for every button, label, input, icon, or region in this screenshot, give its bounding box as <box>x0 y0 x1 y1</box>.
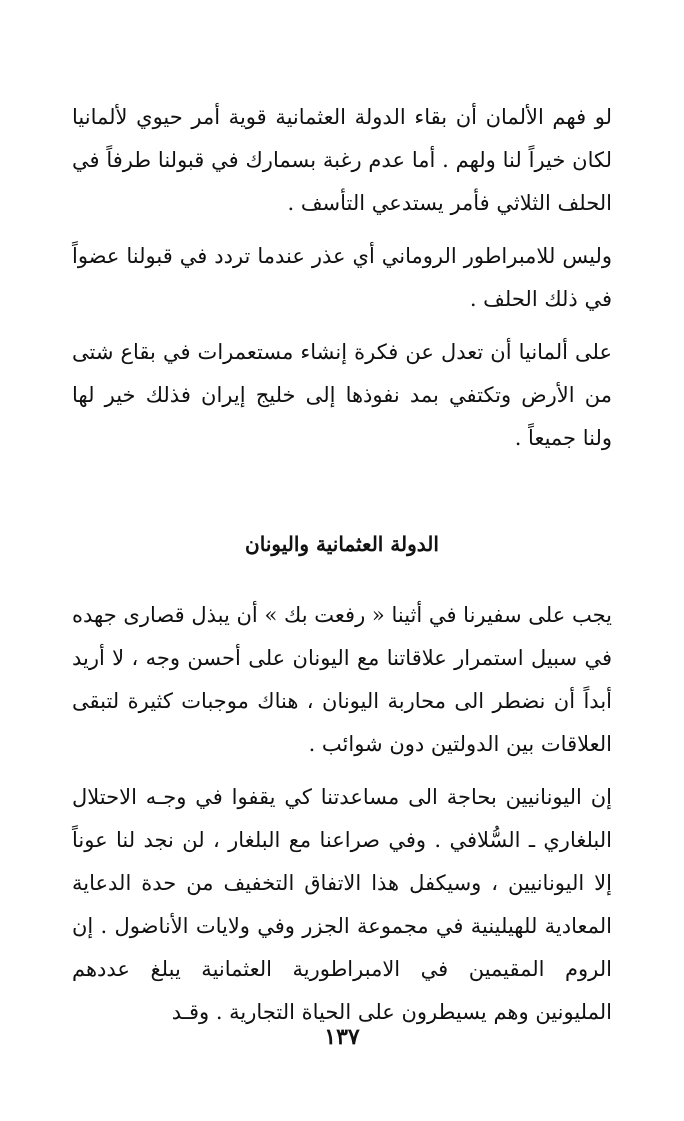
paragraph: وليس للامبراطور الروماني أي عذر عندما تردد في قبولنا عضواً في ذلك الحلف . <box>72 244 612 311</box>
paragraph: إن اليونانيين بحاجة الى مساعدتنا كي يقفوا في وجـه الاحتلال البلغاري ـ السُّلافي . وفي صراعنا مع البلغار ، لن نجد لنا عوناً إلا اليونانيين ، وسيكفل هذا الاتفاق التخفيف من حدة الدعاية المعادية للهيلينية في مجموعة الجزر وفي ولايات الأناضول . إن الروم المقيمين في الامبراطورية العثمانية يبلغ عددهم المليونين وهم يسيطرون على الحياة التجارية . وقـد <box>72 785 612 1024</box>
section-heading: الدولة العثمانية واليونان <box>245 532 439 556</box>
paragraph: لو فهم الألمان أن بقاء الدولة العثمانية قوية أمر حيوي لألمانيا لكان خيراً لنا ولهم . أما عدم رغبة بسمارك في قبولنا طرفاً في الحلف الثلاثي فأمر يستدعي التأسف . <box>72 105 612 215</box>
text-block-bottom <box>72 594 612 1034</box>
paragraph: يجب على سفيرنا في أثينا « رفعت بك » أن يبذل قصارى جهده في سبيل استمرار علاقاتنا مع اليونان على أحسن وجه ، لا أريد أبداً أن نضطر الى محاربة اليونان ، هناك موجبات كثيرة لتبقى العلاقات بين الدولتين دون شوائب . <box>72 603 612 756</box>
text-block-top <box>72 96 612 460</box>
page-number: ١٣٧ <box>324 1024 360 1050</box>
paragraph: على ألمانيا أن تعدل عن فكرة إنشاء مستعمرات في بقاع شتى من الأرض وتكتفي بمد نفوذها إلى خليج إيران فذلك خير لها ولنا جميعاً . <box>72 340 612 450</box>
